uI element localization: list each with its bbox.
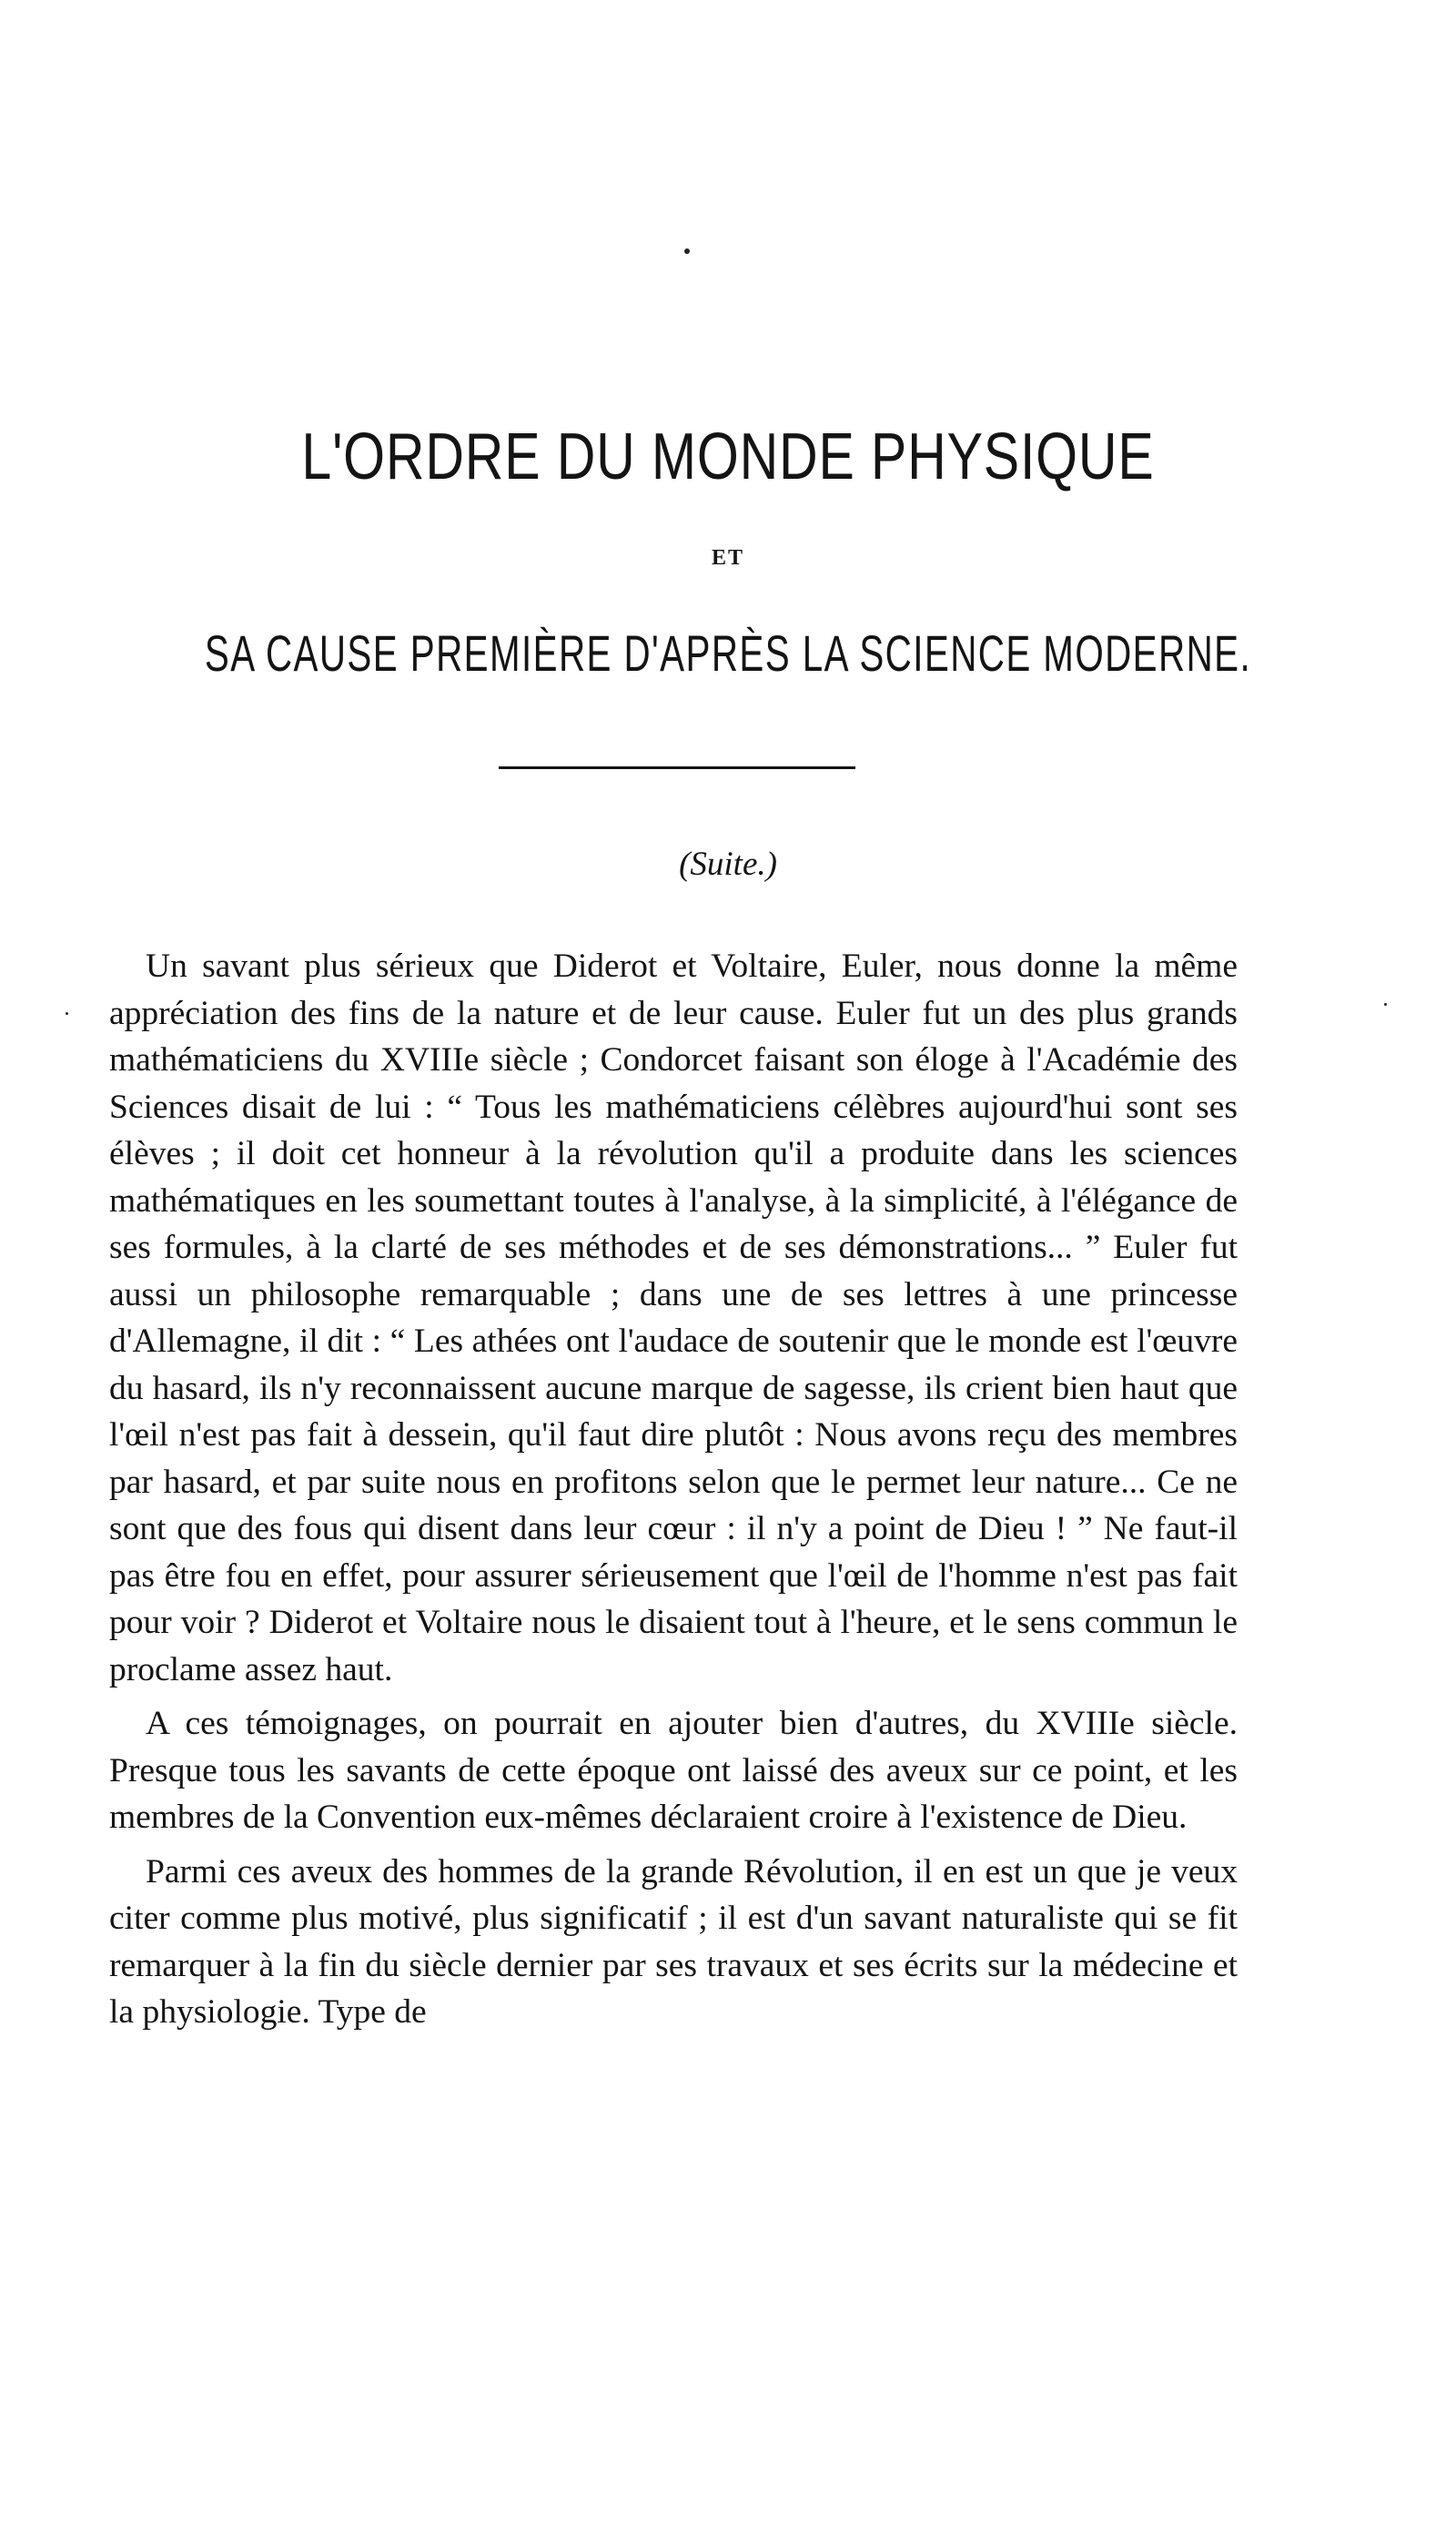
section-marker: (Suite.) <box>679 846 777 883</box>
paragraph: A ces témoignages, on pourrait en ajouter bien d'autres, du XVIIIe siècle. Presque tous les savants de cette époque ont laissé des aveux sur ce point, et les membres de la Convention eux-mêmes déclaraient croire à l'existence de Dieu. <box>109 1705 1238 1836</box>
body-text <box>109 943 1238 2043</box>
page-title: L'ORDRE DU MONDE PHYSIQUE <box>301 421 1155 493</box>
title-connector: ET <box>711 546 744 570</box>
ink-speck <box>66 1012 68 1015</box>
paragraph: Parmi ces aveux des hommes de la grande Révolution, il en est un que je veux citer comme plus motivé, plus significatif ; il est d'un savant naturaliste qui se fit remarquer à la fin du siècle dernier par ses travaux et ses écrits sur la médecine et la physiologie. Type de <box>109 1852 1238 2031</box>
ink-speck <box>684 248 690 254</box>
title-divider <box>499 766 855 769</box>
ink-speck <box>1384 1003 1387 1006</box>
page-subtitle: SA CAUSE PREMIÈRE D'APRÈS LA SCIENCE MODERNE. <box>204 624 1252 682</box>
paragraph: Un savant plus sérieux que Diderot et Voltaire, Euler, nous donne la même appréciation des fins de la nature et de leur cause. Euler fut un des plus grands mathématiciens du XVIIIe siècle ; Condorcet faisant son éloge à l'Académie des Sciences disait de lui : “ Tous les mathématiciens célèbres aujourd'hui sont ses élèves ; il doit cet honneur à la révolution qu'il a produite dans les sciences mathématiques en les soumettant toutes à l'analyse, à la simplicité, à l'élégance de ses formules, à la clarté de ses méthodes et de ses démonstrations... ” Euler fut aussi un philosophe remarquable ; dans une de ses lettres à une princesse d'Allemagne, il dit : “ Les athées ont l'audace de soutenir que le monde est l'œuvre du hasard, ils n'y reconnaissent aucune marque de sagesse, ils crient bien haut que l'œil n'est pas fait à dessein, qu'il faut dire plutôt : Nous avons reçu des membres par hasard, et par suite nous en profitons selon que le permet leur nature... Ce ne sont que des fous qui disent dans leur cœur : il n'y a point de Dieu ! ” Ne faut-il pas être fou en effet, pour assurer sérieusement que l'œil de l'homme n'est pas fait pour voir ? Diderot et Voltaire nous le disaient tout à l'heure, et le sens commun le proclame assez haut. <box>109 948 1238 1688</box>
